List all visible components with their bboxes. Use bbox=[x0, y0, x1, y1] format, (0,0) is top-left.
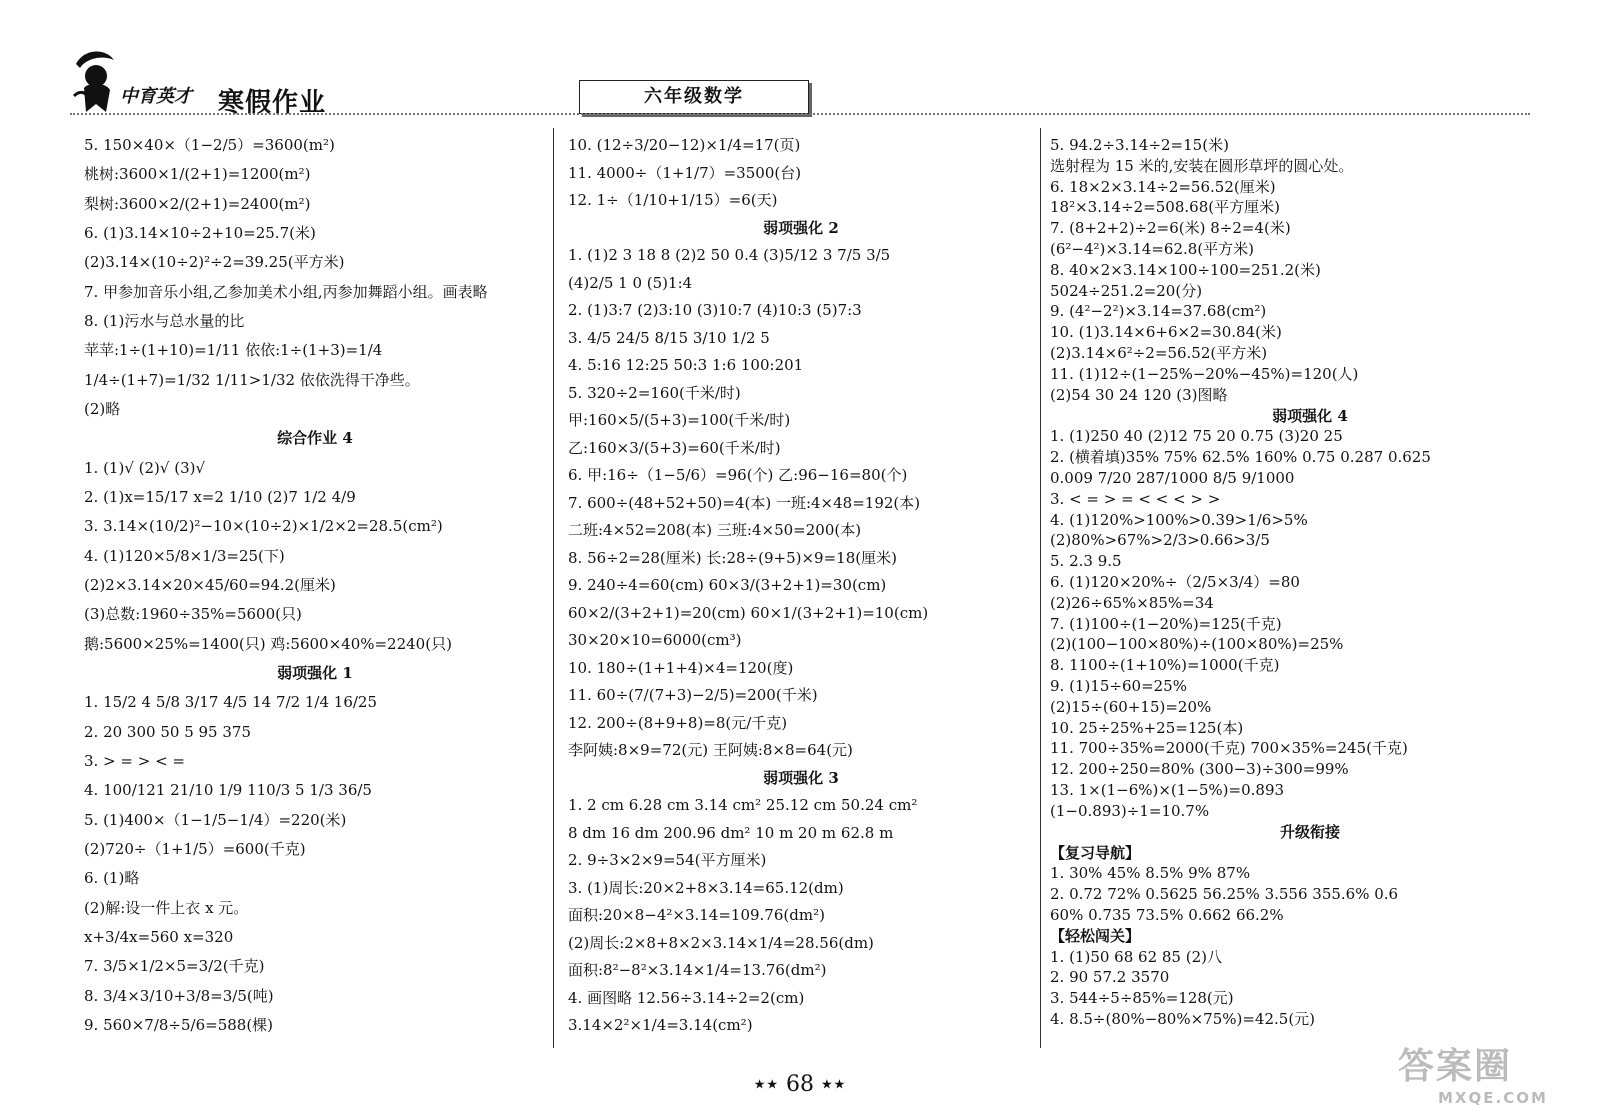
answer-line: 2. 9÷3×2×9=54(平方厘米) bbox=[568, 851, 767, 869]
watermark-url: MXQE.COM bbox=[1438, 1089, 1548, 1107]
answer-line: 10. (12÷3/20−12)×1/4=17(页) bbox=[568, 136, 801, 154]
answer-line: 5. (1)400×（1−1/5−1/4）=220(米) bbox=[84, 811, 347, 829]
answer-line: 5024÷251.2=20(分) bbox=[1050, 282, 1203, 300]
brand-script: 中育英才 bbox=[120, 86, 192, 107]
answer-line: (2)周长:2×8+8×2×3.14×1/4=28.56(dm) bbox=[568, 934, 874, 952]
answer-line: 苹苹:1÷(1+10)=1/11 依依:1÷(1+3)=1/4 bbox=[84, 341, 383, 359]
page-header bbox=[0, 0, 1600, 118]
answer-line: 1. (1)2 3 18 8 (2)2 50 0.4 (3)5/12 3 7/5 3/5 bbox=[568, 246, 891, 264]
answer-line: 4. (1)120×5/8×1/3=25(下) bbox=[84, 547, 285, 565]
book-title: 寒假作业 bbox=[218, 88, 327, 118]
answer-line: 3. 3.14×(10/2)²−10×(10÷2)×1/2×2=28.5(cm²) bbox=[84, 517, 443, 535]
answer-line: (3)总数:1960÷35%=5600(只) bbox=[84, 605, 302, 623]
answer-line: 7. 3/5×1/2×5=3/2(千克) bbox=[84, 957, 265, 975]
answer-line: 11. 4000÷（1+1/7）=3500(台) bbox=[568, 164, 802, 182]
answer-line: 4. (1)120%>100%>0.39>1/6>5% bbox=[1050, 511, 1308, 529]
answer-line: 6. (1)略 bbox=[84, 869, 140, 887]
answer-line: x+3/4x=560 x=320 bbox=[84, 928, 234, 946]
answer-line: 2. (1)x=15/17 x=2 1/10 (2)7 1/2 4/9 bbox=[84, 488, 356, 506]
answer-line: (2)2×3.14×20×45/60=94.2(厘米) bbox=[84, 576, 336, 594]
section-heading: 弱项强化 2 bbox=[763, 219, 839, 237]
answer-line: 3. (1)周长:20×2+8×3.14=65.12(dm) bbox=[568, 879, 844, 897]
answer-line: 12. 200÷(8+9+8)=8(元/千克) bbox=[568, 714, 788, 732]
answer-line: (2)3.14×(10÷2)²÷2=39.25(平方米) bbox=[84, 253, 345, 271]
answer-line: 7. 600÷(48+52+50)=4(本) 一班:4×48=192(本) bbox=[568, 494, 921, 512]
answer-line: 5. 2.3 9.5 bbox=[1050, 552, 1122, 570]
answer-line: 8. 3/4×3/10+3/8=3/5(吨) bbox=[84, 987, 274, 1005]
answer-line: 6. 甲:16÷（1−5/6）=96(个) 乙:96−16=80(个) bbox=[568, 466, 908, 484]
answer-line: 11. 60÷(7/(7+3)−2/5)=200(千米) bbox=[568, 686, 818, 704]
watermark bbox=[1398, 1038, 1578, 1107]
answer-line: 李阿姨:8×9=72(元) 王阿姨:8×8=64(元) bbox=[568, 741, 853, 759]
answer-line: 1. (1)250 40 (2)12 75 20 0.75 (3)20 25 bbox=[1050, 427, 1343, 445]
section-heading: 弱项强化 3 bbox=[763, 769, 839, 787]
answer-line: 2. 0.72 72% 0.5625 56.25% 3.556 355.6% 0.6 bbox=[1050, 885, 1399, 903]
answer-line: 鹅:5600×25%=1400(只) 鸡:5600×40%=2240(只) bbox=[84, 635, 452, 653]
answer-line: 9. (4²−2²)×3.14=37.68(cm²) bbox=[1050, 302, 1267, 320]
answer-line: 8. (1)污水与总水量的比 bbox=[84, 312, 245, 330]
answer-line: 桃树:3600×1/(2+1)=1200(m²) bbox=[84, 165, 311, 183]
answer-line: (2)15÷(60+15)=20% bbox=[1050, 698, 1212, 716]
answer-line: 选射程为 15 米的,安装在圆形草坪的圆心处。 bbox=[1050, 157, 1354, 175]
answer-line: 1. (1)√ (2)√ (3)√ bbox=[84, 459, 206, 477]
answer-line: 30×20×10=6000(cm³) bbox=[568, 631, 742, 649]
answer-line: (2)略 bbox=[84, 400, 121, 418]
answer-line: 8. 56÷2=28(厘米) 长:28÷(9+5)×9=18(厘米) bbox=[568, 549, 897, 567]
answer-line: 6. (1)3.14×10÷2+10=25.7(米) bbox=[84, 224, 316, 242]
answer-line: 乙:160×3/(5+3)=60(千米/时) bbox=[568, 439, 781, 457]
answer-line: 1. 15/2 4 5/8 3/17 4/5 14 7/2 1/4 16/25 bbox=[84, 693, 378, 711]
answer-line: (2)80%>67%>2/3>0.66>3/5 bbox=[1050, 531, 1270, 549]
answer-line: 1/4÷(1+7)=1/32 1/11>1/32 依依洗得干净些。 bbox=[84, 371, 420, 389]
section-heading: 【复习导航】 bbox=[1050, 844, 1141, 862]
answer-line: 6. 18×2×3.14÷2=56.52(厘米) bbox=[1050, 178, 1276, 196]
answer-line: (6²−4²)×3.14=62.8(平方米) bbox=[1050, 240, 1255, 258]
column-divider-2 bbox=[1040, 128, 1041, 1048]
answer-line: 3.14×2²×1/4=3.14(cm²) bbox=[568, 1016, 753, 1034]
answer-line: 9. (1)15÷60=25% bbox=[1050, 677, 1187, 695]
answer-line: (4)2/5 1 0 (5)1:4 bbox=[568, 274, 693, 292]
answer-line: 4. 8.5÷(80%−80%×75%)=42.5(元) bbox=[1050, 1010, 1316, 1028]
answer-line: 0.009 7/20 287/1000 8/5 9/1000 bbox=[1050, 469, 1295, 487]
answer-line: 11. 700÷35%=2000(千克) 700×35%=245(千克) bbox=[1050, 739, 1408, 757]
column-divider-1 bbox=[553, 128, 554, 1048]
answer-line: 面积:8²−8²×3.14×1/4=13.76(dm²) bbox=[568, 961, 827, 979]
answer-line: 6. (1)120×20%÷（2/5×3/4）=80 bbox=[1050, 573, 1300, 591]
page-footer bbox=[0, 1072, 1600, 1097]
footer-stars-left: ★★ bbox=[753, 1077, 779, 1093]
answer-line: 60×2/(3+2+1)=20(cm) 60×1/(3+2+1)=10(cm) bbox=[568, 604, 929, 622]
subject-label: 六年级数学 bbox=[579, 80, 809, 114]
answer-line: 7. (8+2+2)÷2=6(米) 8÷2=4(米) bbox=[1050, 219, 1291, 237]
answer-line: 11. (1)12÷(1−25%−20%−45%)=120(人) bbox=[1050, 365, 1359, 383]
answer-line: 3. 544÷5÷85%=128(元) bbox=[1050, 989, 1234, 1007]
answer-line: 8 dm 16 dm 200.96 dm² 10 m 20 m 62.8 m bbox=[568, 824, 894, 842]
answer-line: 9. 240÷4=60(cm) 60×3/(3+2+1)=30(cm) bbox=[568, 576, 887, 594]
section-heading: 综合作业 4 bbox=[277, 429, 353, 447]
answer-line: 5. 150×40×（1−2/5）=3600(m²) bbox=[84, 136, 335, 154]
answer-line: 3. 4/5 24/5 8/15 3/10 1/2 5 bbox=[568, 329, 770, 347]
answer-line: (2)(100−100×80%)÷(100×80%)=25% bbox=[1050, 635, 1344, 653]
watermark-logo-text: 答案圈 bbox=[1398, 1046, 1513, 1087]
answer-line: 10. 180÷(1+1+4)×4=120(度) bbox=[568, 659, 794, 677]
section-heading: 弱项强化 4 bbox=[1272, 407, 1348, 425]
answer-line: 60% 0.735 73.5% 0.662 66.2% bbox=[1050, 906, 1284, 924]
answer-line: 4. 5:16 12:25 50:3 1:6 100:201 bbox=[568, 356, 804, 374]
answer-line: 5. 94.2÷3.14÷2=15(米) bbox=[1050, 136, 1229, 154]
answer-line: 面积:20×8−4²×3.14=109.76(dm²) bbox=[568, 906, 825, 924]
answer-line: 10. 25÷25%+25=125(本) bbox=[1050, 719, 1244, 737]
answer-line: (2)3.14×6²÷2=56.52(平方米) bbox=[1050, 344, 1268, 362]
answer-line: (2)26÷65%×85%=34 bbox=[1050, 594, 1214, 612]
answer-line: (2)720÷（1+1/5）=600(千克) bbox=[84, 840, 306, 858]
answer-line: (2)54 30 24 120 (3)图略 bbox=[1050, 386, 1228, 404]
answer-line: 4. 100/121 21/10 1/9 110/3 5 1/3 36/5 bbox=[84, 781, 372, 799]
answer-line: 12. 200÷250=80% (300−3)÷300=99% bbox=[1050, 760, 1349, 778]
answer-line: 18²×3.14÷2=508.68(平方厘米) bbox=[1050, 198, 1280, 216]
answer-line: 1. 30% 45% 8.5% 9% 87% bbox=[1050, 864, 1251, 882]
answer-line: 13. 1×(1−6%)×(1−5%)=0.893 bbox=[1050, 781, 1285, 799]
mascot-icon bbox=[66, 46, 126, 116]
answer-line: 1. (1)50 68 62 85 (2)八 bbox=[1050, 948, 1222, 966]
section-heading: 升级衔接 bbox=[1279, 823, 1340, 841]
answer-line: 2. (横着填)35% 75% 62.5% 160% 0.75 0.287 0.625 bbox=[1050, 448, 1431, 466]
answer-line: 7. (1)100÷(1−20%)=125(千克) bbox=[1050, 615, 1282, 633]
answer-line: 2. 90 57.2 3570 bbox=[1050, 968, 1170, 986]
answer-line: 3. < = > = < < < > > bbox=[1050, 490, 1221, 508]
answer-line: 9. 560×7/8÷5/6=588(棵) bbox=[84, 1016, 274, 1034]
answer-line: 5. 320÷2=160(千米/时) bbox=[568, 384, 741, 402]
answer-line: (1−0.893)÷1=10.7% bbox=[1050, 802, 1210, 820]
answer-line: 1. 2 cm 6.28 cm 3.14 cm² 25.12 cm 50.24 cm² bbox=[568, 796, 918, 814]
book-logo bbox=[66, 46, 336, 116]
answer-line: 10. (1)3.14×6+6×2=30.84(米) bbox=[1050, 323, 1282, 341]
answer-line: 甲:160×5/(5+3)=100(千米/时) bbox=[568, 411, 791, 429]
answer-line: 12. 1÷（1/10+1/15）=6(天) bbox=[568, 191, 778, 209]
answer-line: 2. (1)3:7 (2)3:10 (3)10:7 (4)10:3 (5)7:3 bbox=[568, 301, 862, 319]
answer-line: 7. 甲参加音乐小组,乙参加美术小组,丙参加舞蹈小组。画表略 bbox=[84, 283, 488, 301]
answer-line: 8. 1100÷(1+10%)=1000(千克) bbox=[1050, 656, 1280, 674]
section-heading: 【轻松闯关】 bbox=[1050, 927, 1141, 945]
answer-line: (2)解:设一件上衣 x 元。 bbox=[84, 899, 249, 917]
answer-line: 2. 20 300 50 5 95 375 bbox=[84, 723, 251, 741]
header-divider bbox=[70, 113, 1530, 115]
section-heading: 弱项强化 1 bbox=[277, 664, 353, 682]
answer-line: 8. 40×2×3.14×100÷100=251.2(米) bbox=[1050, 261, 1321, 279]
page-number: 68 bbox=[786, 1072, 814, 1097]
answer-line: 梨树:3600×2/(2+1)=2400(m²) bbox=[84, 195, 311, 213]
answer-line: 4. 画图略 12.56÷3.14÷2=2(cm) bbox=[568, 989, 805, 1007]
answer-line: 3. > = > < = bbox=[84, 752, 185, 770]
footer-stars-right: ★★ bbox=[821, 1077, 847, 1093]
answer-line: 二班:4×52=208(本) 三班:4×50=200(本) bbox=[568, 521, 862, 539]
